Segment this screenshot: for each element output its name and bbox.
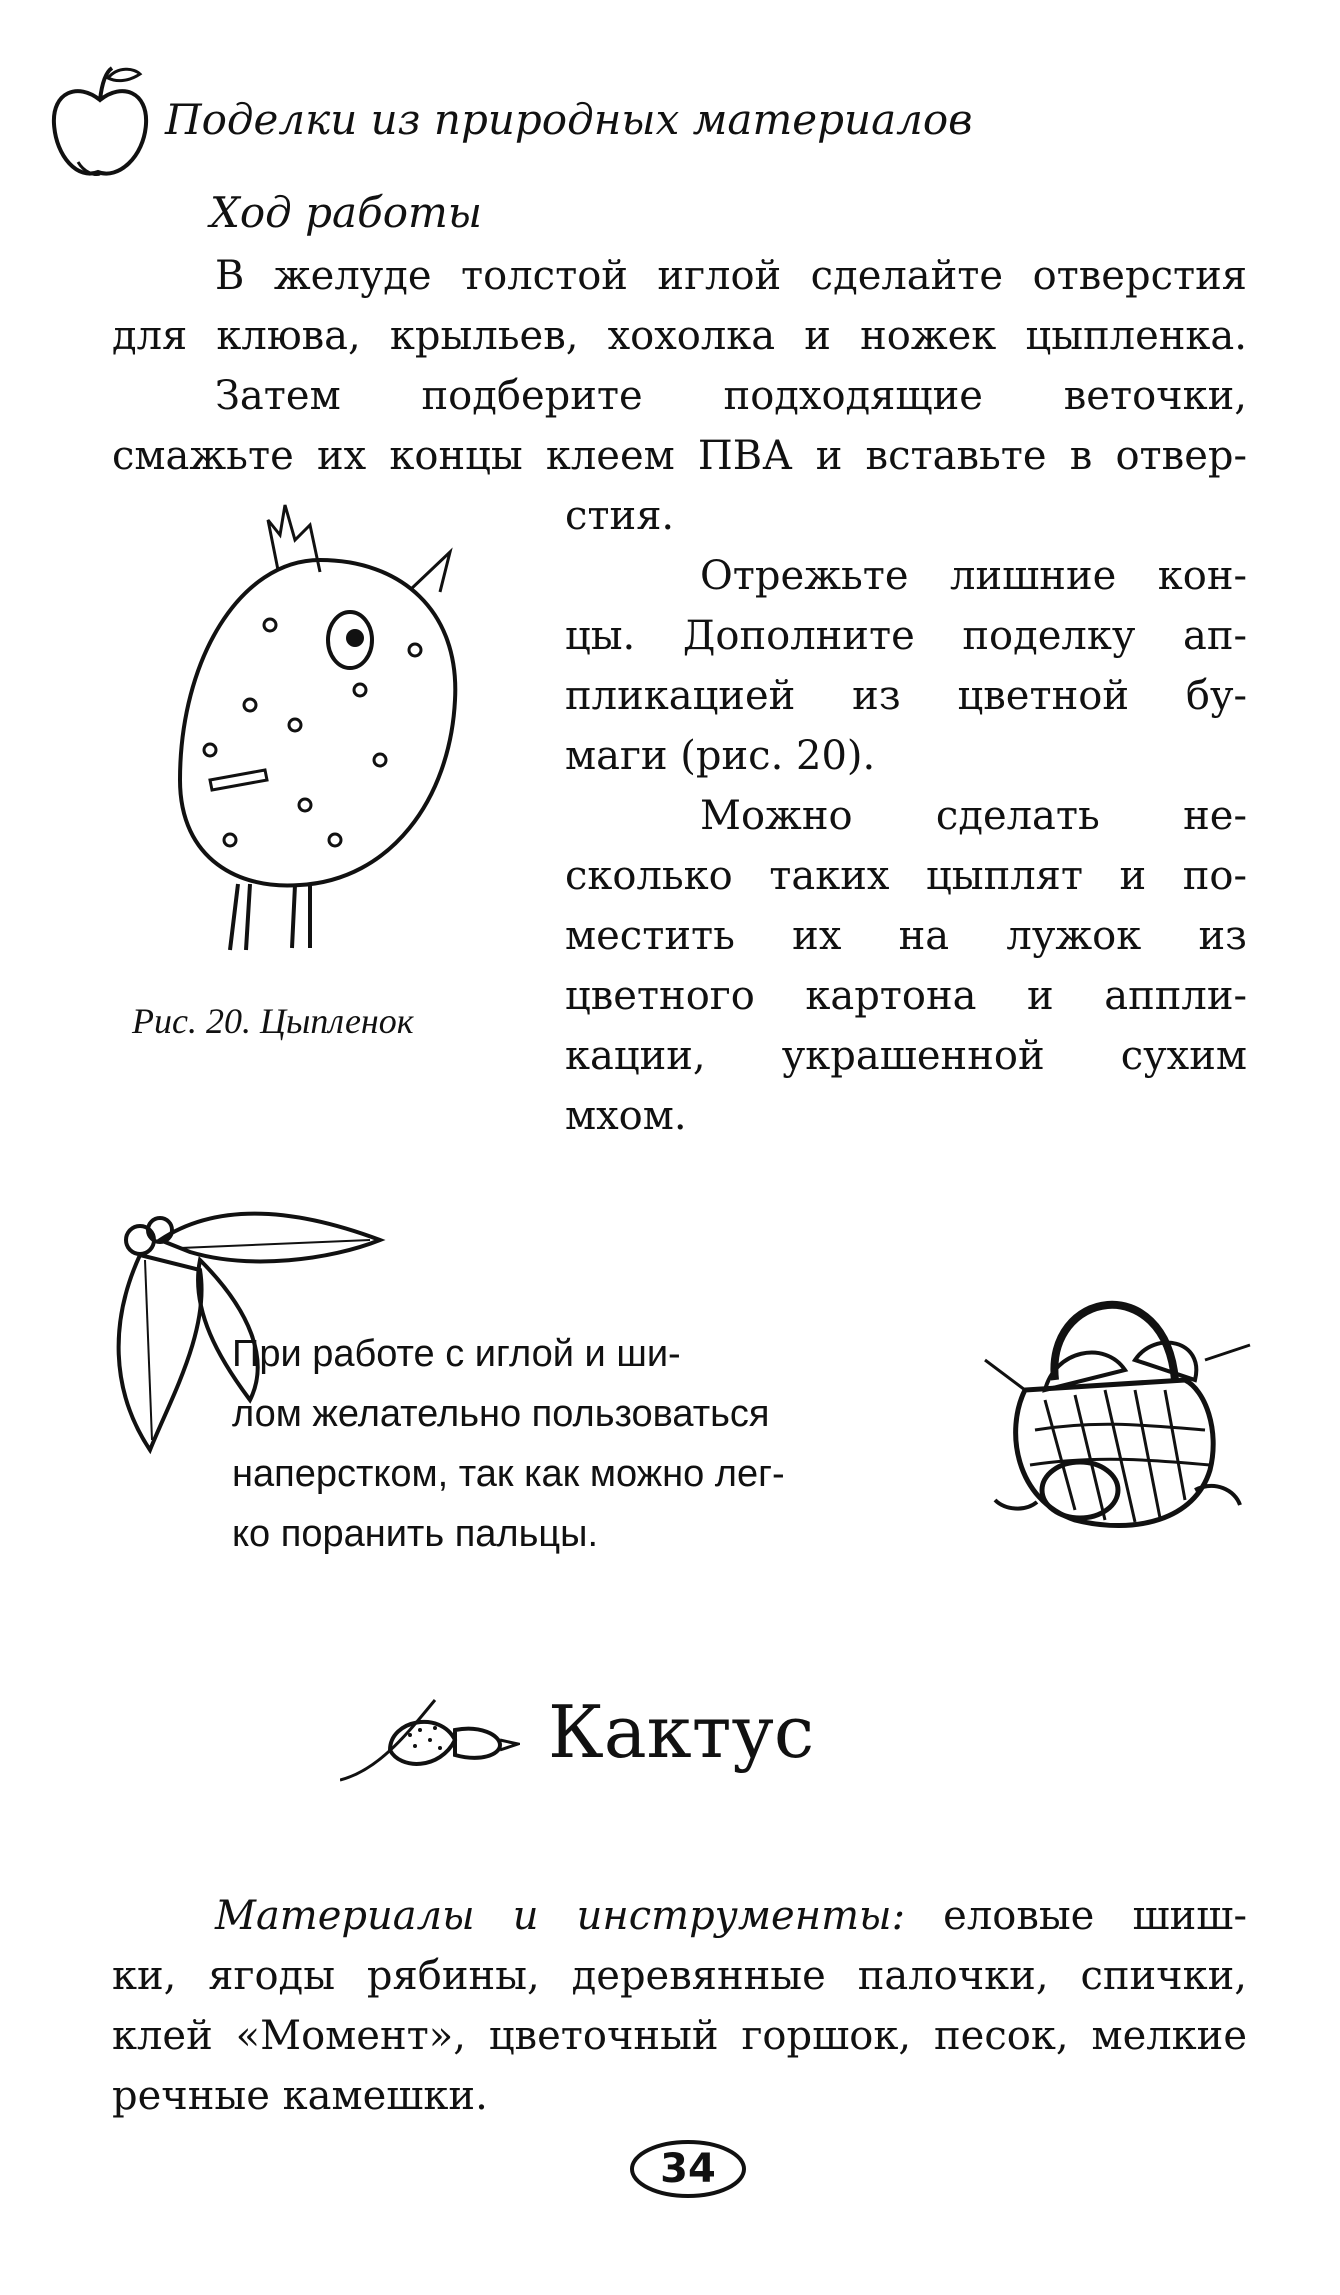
- note-line: лом желательно пользоваться: [232, 1393, 770, 1435]
- acorn-icon: [340, 1690, 520, 1790]
- paragraph-line: кации, украшенной сухим: [565, 1033, 1247, 1079]
- materials-text: еловые шиш-: [905, 1893, 1248, 1939]
- paragraph-line: мхом.: [565, 1093, 687, 1139]
- paragraph-line: смажьте их концы клеем ПВА и вставьте в отвер-: [112, 433, 1247, 479]
- paragraph-line: сколько таких цыплят и по-: [565, 853, 1247, 899]
- paragraph-line: В желуде толстой иглой сделайте отверстия: [215, 253, 1247, 299]
- materials-label: Материалы и инструменты:: [215, 1893, 906, 1939]
- paragraph-line: для клюва, крыльев, хохолка и ножек цыпленка.: [112, 313, 1247, 359]
- note-line: наперстком, так как можно лег-: [232, 1453, 785, 1495]
- section-subtitle: Ход работы: [210, 188, 483, 237]
- chick-illustration: [150, 480, 490, 960]
- running-header: Поделки из природных материалов: [165, 95, 973, 144]
- paragraph-line: цветного картона и аппли-: [565, 973, 1247, 1019]
- paragraph-line: Отрежьте лишние кон-: [700, 553, 1247, 599]
- paragraph-line: речные камешки.: [112, 2073, 488, 2119]
- note-line: ко поранить пальцы.: [232, 1513, 599, 1555]
- paragraph-line: цы. Дополните поделку ап-: [565, 613, 1247, 659]
- mushroom-basket-icon: [965, 1250, 1260, 1540]
- page-number: [628, 2138, 748, 2200]
- paragraph-line: стия.: [565, 493, 675, 539]
- page-number-text: 34: [660, 2146, 716, 2192]
- paragraph-line: пликацией из цветной бу-: [565, 673, 1247, 719]
- paragraph-line: Затем подберите подходящие веточки,: [215, 373, 1247, 419]
- materials-line: [215, 1892, 1247, 1940]
- paragraph-line: клей «Момент», цветочный горшок, песок, мелкие: [112, 2013, 1247, 2059]
- paragraph-line: Можно сделать не-: [700, 793, 1247, 839]
- section-heading: Кактус: [548, 1690, 815, 1774]
- apple-icon: [48, 62, 152, 182]
- paragraph-line: местить их на лужок из: [565, 913, 1247, 959]
- figure-caption: Рис. 20. Цыпленок: [132, 1001, 414, 1041]
- paragraph-line: ки, ягоды рябины, деревянные палочки, спички,: [112, 1953, 1247, 1999]
- paragraph-line: маги (рис. 20).: [565, 733, 876, 779]
- note-line: При работе с иглой и ши-: [232, 1333, 681, 1375]
